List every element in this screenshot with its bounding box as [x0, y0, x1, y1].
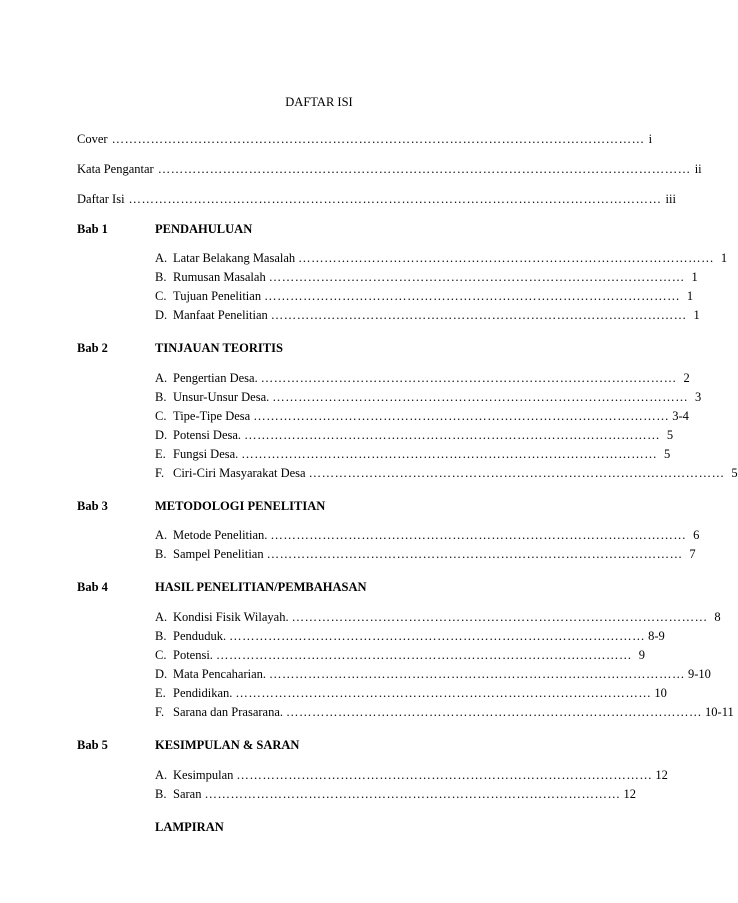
item-text: Sarana dan Prasarana. — [173, 705, 284, 719]
leader-dots: …………………………………………………………………………………… — [264, 289, 681, 303]
item-letter: B. — [155, 787, 167, 801]
chapter-title: KESIMPULAN & SARAN — [155, 738, 300, 752]
toc-entry-label: Daftar Isi — [77, 192, 125, 206]
toc-item — [155, 371, 690, 386]
item-letter: D. — [155, 428, 168, 442]
toc-item — [155, 428, 674, 443]
item-letter: A. — [155, 610, 168, 624]
chapter-title: HASIL PENELITIAN/PEMBAHASAN — [155, 580, 367, 594]
item-letter: F. — [155, 466, 165, 480]
toc-item — [155, 629, 665, 644]
item-text: Ciri-Ciri Masyarakat Desa — [173, 466, 306, 480]
item-text: Sampel Penelitian — [173, 547, 264, 561]
leader-dots: …………………………………………………………………………………… — [236, 768, 653, 782]
item-letter: E. — [155, 447, 166, 461]
toc-entry-page: iii — [665, 192, 676, 206]
toc-item — [155, 667, 711, 682]
item-letter: B. — [155, 270, 167, 284]
item-text: Kondisi Fisik Wilayah. — [173, 610, 289, 624]
leader-dots: …………………………………………………………………………………… — [270, 308, 687, 322]
leader-dots: …………………………………………………………………………………… — [244, 428, 661, 442]
item-page: 1 — [720, 251, 728, 265]
item-page: 8-9 — [648, 629, 665, 643]
item-page: 2 — [683, 371, 690, 385]
toc-item — [155, 648, 645, 663]
item-text: Metode Penelitian. — [173, 528, 268, 542]
leader-dots: …………………………………………………………………………………… — [298, 251, 715, 265]
item-page: 12 — [623, 787, 636, 801]
item-letter: C. — [155, 648, 167, 662]
item-page: 3-4 — [672, 409, 689, 423]
chapter-number: Bab 4 — [77, 580, 108, 594]
item-letter: D. — [155, 308, 168, 322]
item-text: Rumusan Masalah — [173, 270, 266, 284]
item-text: Latar Belakang Masalah — [173, 251, 296, 265]
toc-item — [155, 251, 728, 266]
item-letter: A. — [155, 251, 168, 265]
toc-item — [155, 289, 694, 304]
item-text: Kesimpulan — [173, 768, 234, 782]
item-page: 5 — [731, 466, 738, 480]
leader-dots: …………………………………………………………………………………… — [266, 547, 683, 561]
item-letter: C. — [155, 289, 167, 303]
toc-item — [155, 466, 738, 481]
leader-dots: …………………………………………………………………………………… — [215, 648, 632, 662]
item-text: Potensi Desa. — [173, 428, 242, 442]
chapter-title: PENDAHULUAN — [155, 222, 253, 236]
leader-dots: …………………………………………………………………………………… — [229, 629, 646, 643]
leader-dots: …………………………………………………………………………………… — [269, 667, 686, 681]
leader-dots: …………………………………………………………………………………………………………… — [157, 162, 691, 176]
item-text: Unsur-Unsur Desa. — [173, 390, 270, 404]
leader-dots: …………………………………………………………………………………… — [268, 270, 685, 284]
item-letter: A. — [155, 371, 168, 385]
chapter-number: Bab 3 — [77, 499, 108, 513]
item-text: Penduduk. — [173, 629, 227, 643]
chapter-number: Bab 2 — [77, 341, 108, 355]
toc-item — [155, 308, 700, 323]
chapter-title: TINJAUAN TEORITIS — [155, 341, 283, 355]
leader-dots: …………………………………………………………………………………… — [204, 787, 621, 801]
chapter-title: METODOLOGI PENELITIAN — [155, 499, 326, 513]
toc-entry-label: Cover — [77, 132, 108, 146]
toc-item — [155, 686, 667, 701]
item-letter: A. — [155, 768, 168, 782]
item-page: 9-10 — [688, 667, 711, 681]
toc-entry-daftar-isi — [77, 192, 676, 207]
leader-dots: …………………………………………………………………………………… — [260, 371, 677, 385]
leader-dots: …………………………………………………………………………………… — [272, 390, 689, 404]
item-text: Potensi. — [173, 648, 213, 662]
item-text: Pendidikan. — [173, 686, 233, 700]
item-text: Fungsi Desa. — [173, 447, 239, 461]
toc-entry-kata-pengantar — [77, 162, 702, 177]
leader-dots: …………………………………………………………………………………… — [270, 528, 687, 542]
toc-item — [155, 705, 734, 720]
toc-entry-cover — [77, 132, 653, 147]
item-page: 10 — [654, 686, 667, 700]
leader-dots: …………………………………………………………………………………… — [308, 466, 725, 480]
item-letter: C. — [155, 409, 167, 423]
item-page: 5 — [666, 428, 674, 442]
item-page: 6 — [693, 528, 700, 542]
item-letter: F. — [155, 705, 165, 719]
item-text: Tipe-Tipe Desa — [173, 409, 251, 423]
toc-item — [155, 768, 668, 783]
chapter-number: Bab 5 — [77, 738, 108, 752]
item-letter: B. — [155, 547, 167, 561]
leader-dots: …………………………………………………………………………………… — [286, 705, 703, 719]
item-page: 3 — [695, 390, 702, 404]
item-text: Saran — [173, 787, 202, 801]
item-text: Manfaat Penelitian — [173, 308, 268, 322]
item-page: 10-11 — [705, 705, 734, 719]
toc-item — [155, 547, 696, 562]
leader-dots: …………………………………………………………………………………… — [241, 447, 658, 461]
chapter-number: Bab 1 — [77, 222, 108, 236]
leader-dots: …………………………………………………………………………………………………………… — [111, 132, 645, 146]
item-page: 8 — [714, 610, 721, 624]
item-text: Tujuan Penelitian — [173, 289, 262, 303]
item-page: 9 — [638, 648, 645, 662]
item-letter: E. — [155, 686, 166, 700]
item-text: Mata Pencaharian. — [173, 667, 267, 681]
leader-dots: …………………………………………………………………………………… — [253, 409, 670, 423]
toc-item — [155, 270, 698, 285]
appendix-title: LAMPIRAN — [155, 820, 224, 834]
item-text: Pengertian Desa. — [173, 371, 258, 385]
item-page: 7 — [689, 547, 696, 561]
item-page: 1 — [691, 270, 698, 284]
toc-item — [155, 610, 721, 625]
item-page: 5 — [664, 447, 671, 461]
toc-entry-page: i — [648, 132, 653, 146]
item-letter: B. — [155, 390, 167, 404]
leader-dots: …………………………………………………………………………………… — [235, 686, 652, 700]
toc-item — [155, 390, 702, 405]
item-page: 1 — [693, 308, 700, 322]
toc-item — [155, 528, 700, 543]
leader-dots: …………………………………………………………………………………………………………… — [128, 192, 662, 206]
item-page: 12 — [655, 768, 668, 782]
page-title: DAFTAR ISI — [285, 95, 353, 109]
toc-item — [155, 409, 689, 424]
item-letter: B. — [155, 629, 167, 643]
item-letter: D. — [155, 667, 168, 681]
toc-entry-page: ii — [694, 162, 702, 176]
leader-dots: …………………………………………………………………………………… — [291, 610, 708, 624]
item-letter: A. — [155, 528, 168, 542]
item-page: 1 — [686, 289, 694, 303]
toc-item — [155, 447, 671, 462]
toc-item — [155, 787, 636, 802]
toc-entry-label: Kata Pengantar — [77, 162, 154, 176]
